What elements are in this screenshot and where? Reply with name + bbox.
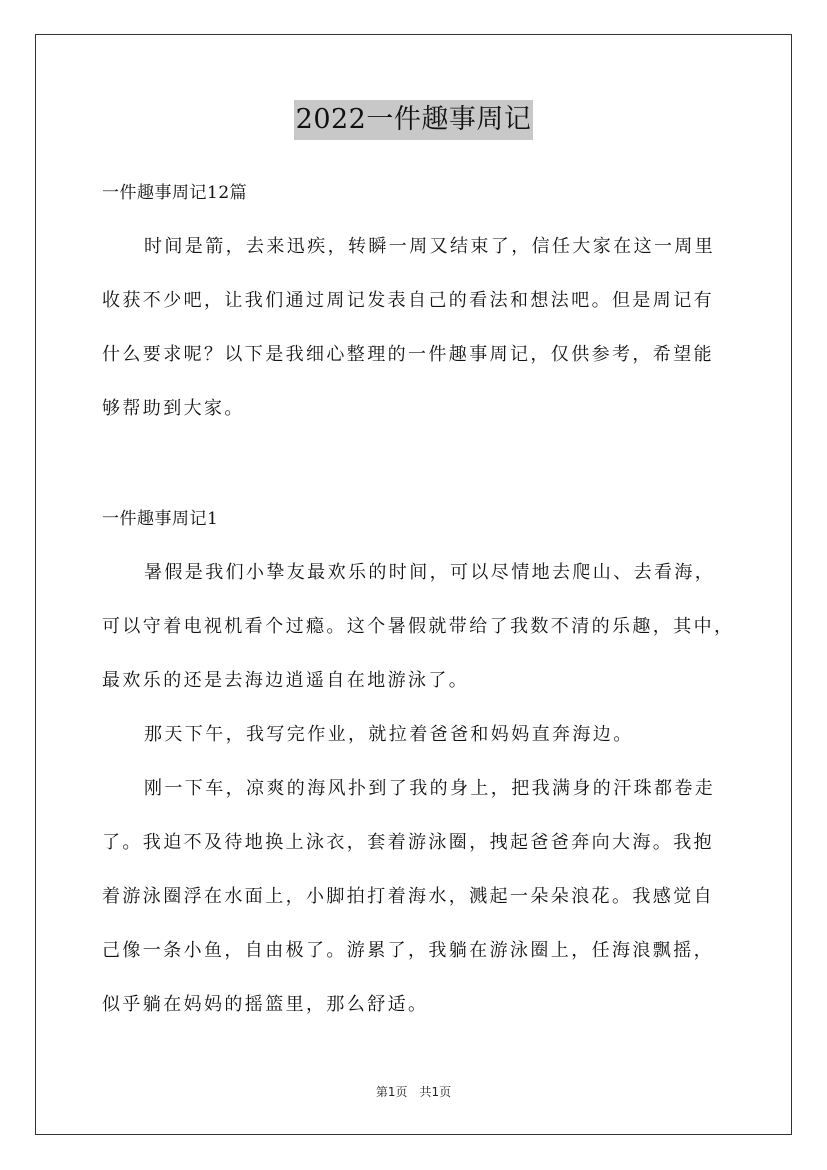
paragraph-1-line-2: 可以守着电视机看个过瘾。这个暑假就带给了我数不清的乐趣，其中， <box>102 616 735 637</box>
paragraph-3-line-4: 己像一条小鱼，自由极了。游累了，我躺在游泳圈上，任海浪飘摇， <box>102 940 714 961</box>
section-heading-1: 一件趣事周记1 <box>102 509 219 529</box>
intro-line-1: 时间是箭，去来迅疾，转瞬一周又结束了，信任大家在这一周里 <box>144 236 716 257</box>
intro-line-3: 什么要求呢？以下是我细心整理的一件趣事周记，仅供参考，希望能 <box>102 344 714 365</box>
page-footer: 第1页 共1页 <box>375 1085 452 1099</box>
intro-line-2: 收获不少吧，让我们通过周记发表自己的看法和想法吧。但是周记有 <box>102 290 714 311</box>
paragraph-2-line-1: 那天下午，我写完作业，就拉着爸爸和妈妈直奔海边。 <box>144 724 634 745</box>
paragraph-3-line-1: 刚一下车，凉爽的海风扑到了我的身上，把我满身的汗珠都卷走 <box>144 778 716 799</box>
document-subtitle: 一件趣事周记12篇 <box>102 183 248 203</box>
title-container <box>0 100 827 140</box>
intro-line-4: 够帮助到大家。 <box>102 398 245 419</box>
paragraph-1-line-1: 暑假是我们小挚友最欢乐的时间，可以尽情地去爬山、去看海， <box>144 562 716 583</box>
paragraph-3-line-5: 似乎躺在妈妈的摇篮里，那么舒适。 <box>102 994 429 1015</box>
paragraph-1-line-3: 最欢乐的还是去海边逍遥自在地游泳了。 <box>102 670 470 691</box>
paragraph-3-line-3: 着游泳圈浮在水面上，小脚拍打着海水，溅起一朵朵浪花。我感觉自 <box>102 886 714 907</box>
paragraph-3-line-2: 了。我迫不及待地换上泳衣，套着游泳圈，拽起爸爸奔向大海。我抱 <box>102 832 714 853</box>
document-title: 2022一件趣事周记 <box>294 100 534 140</box>
